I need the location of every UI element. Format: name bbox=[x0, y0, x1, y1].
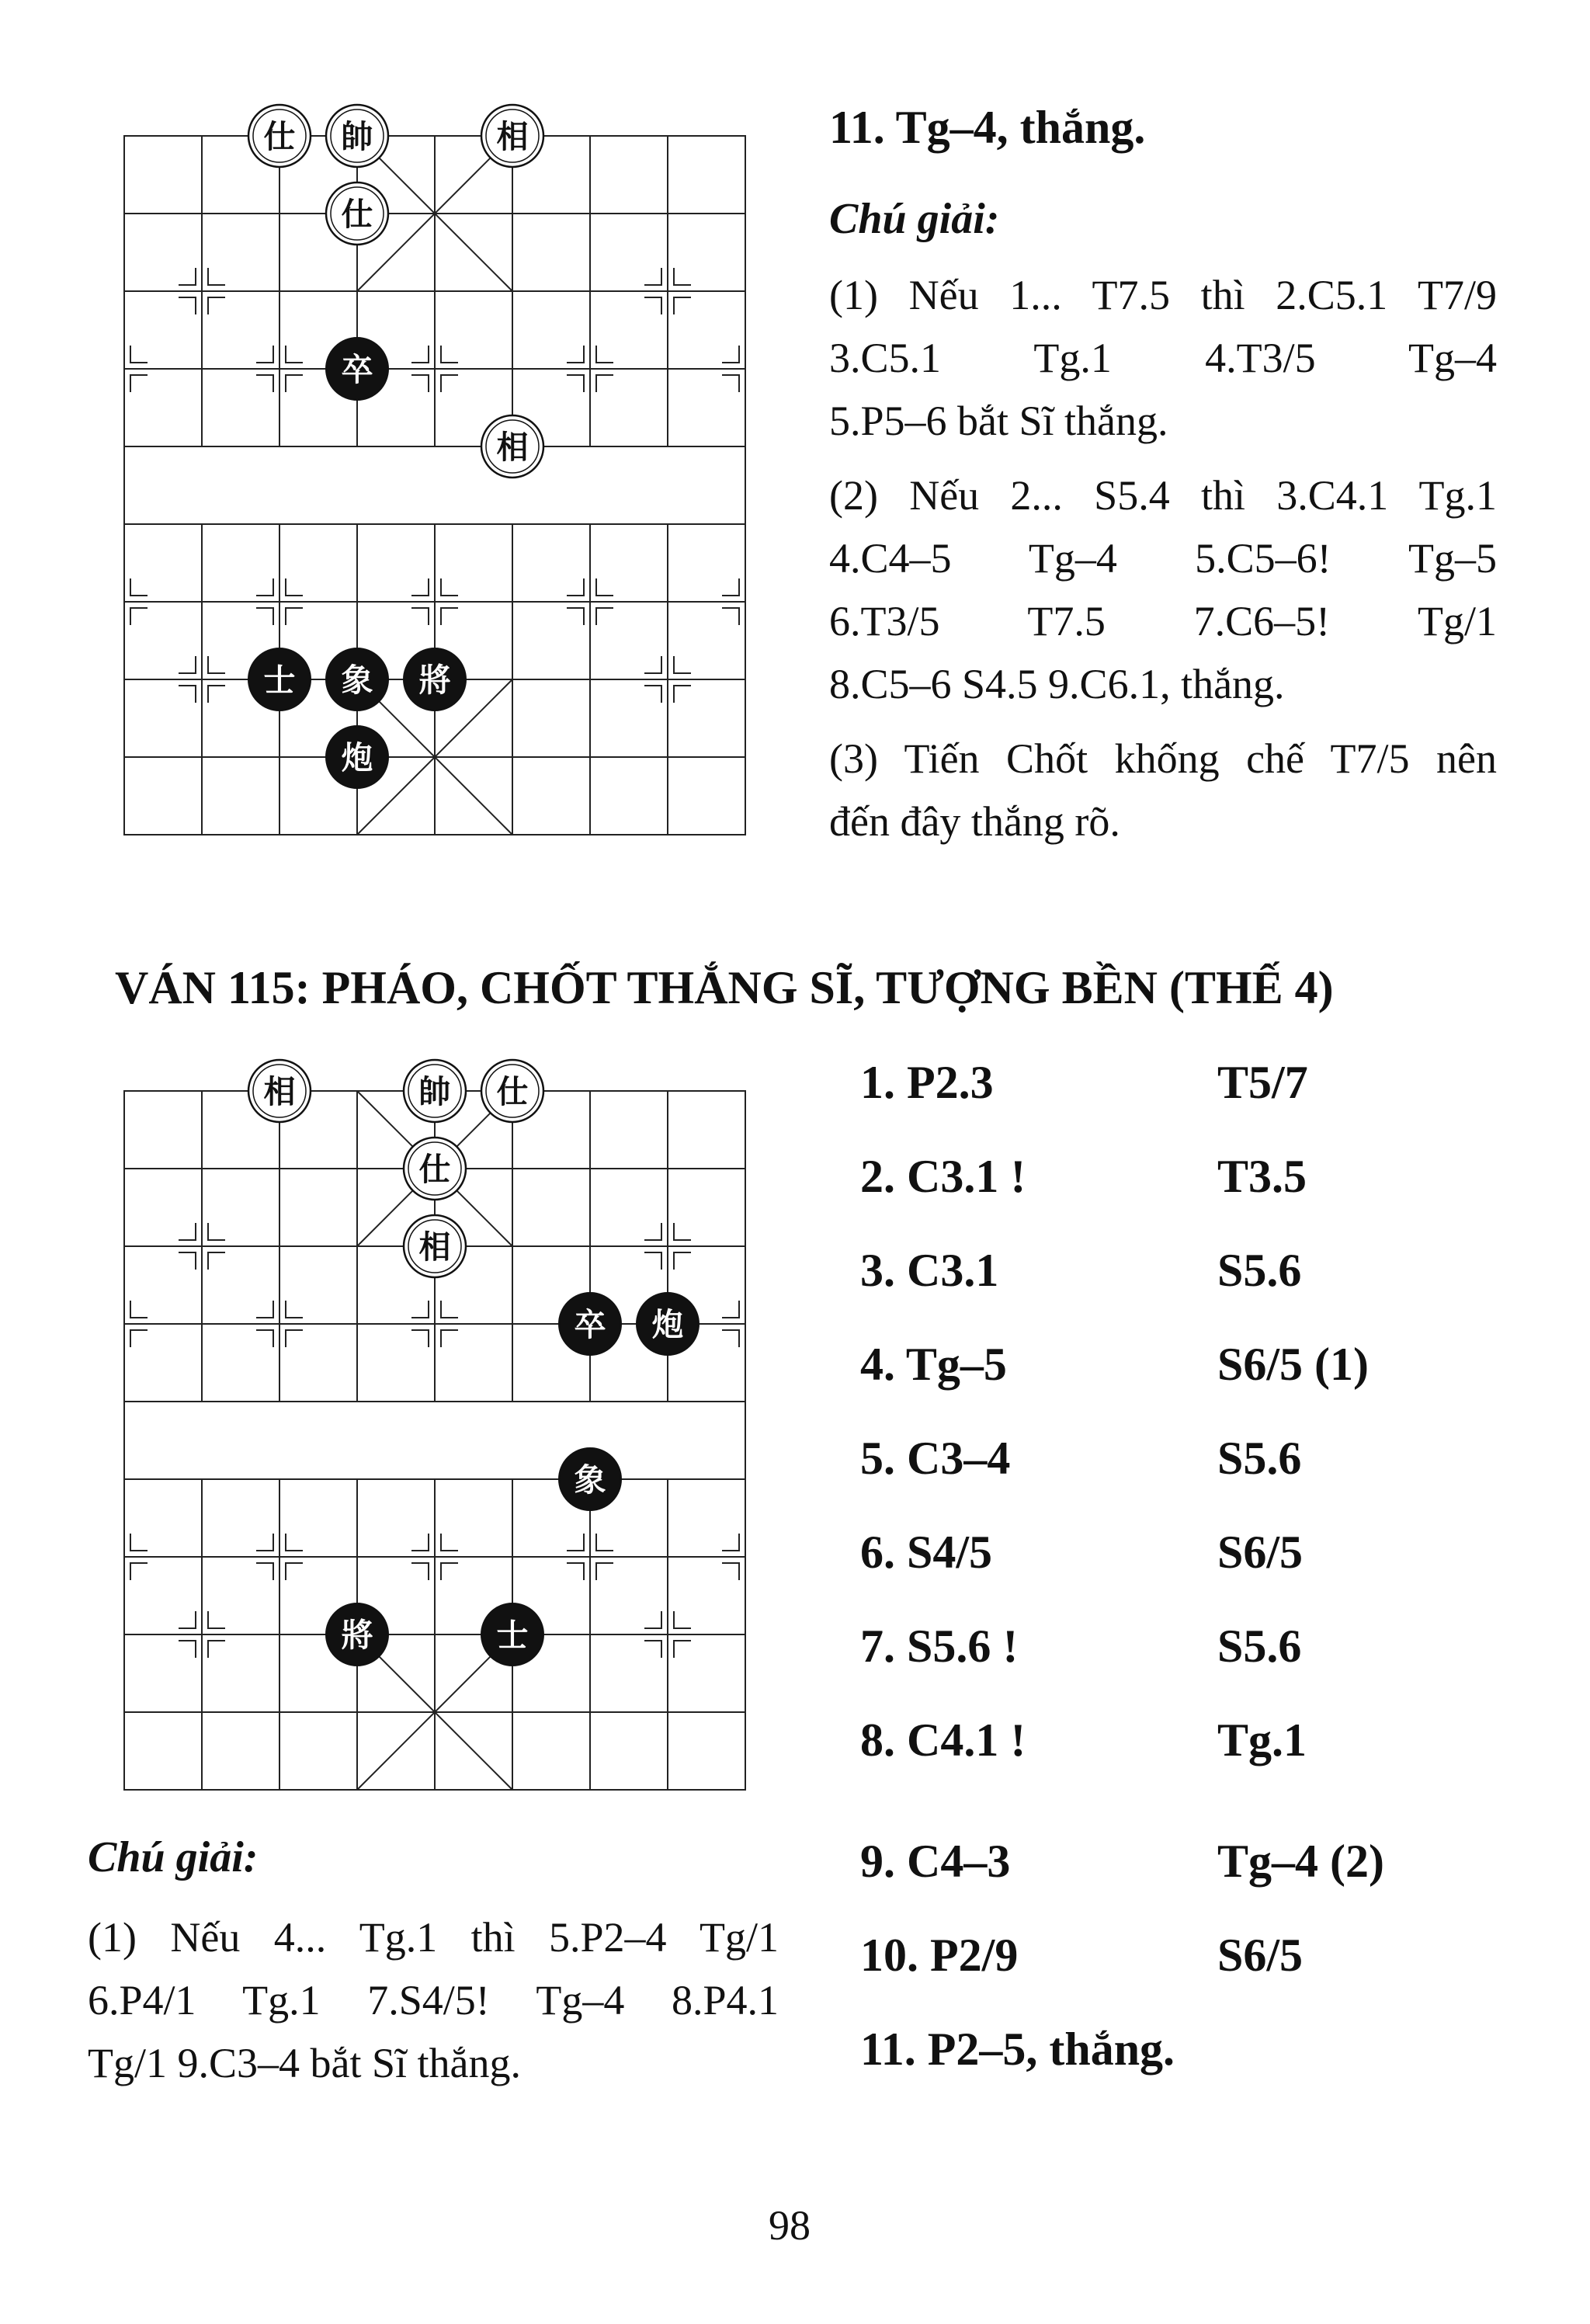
note-2-line-3: 6.T3/5 T7.5 7.C6–5! Tg/1 bbox=[829, 598, 1497, 644]
piece-label: 仕 bbox=[418, 1151, 451, 1188]
move-black: S6/5 (1) bbox=[1217, 1339, 1369, 1390]
final-move-top: 11. Tg–4, thắng. bbox=[829, 102, 1146, 153]
point-marker bbox=[441, 1534, 458, 1551]
point-marker bbox=[567, 375, 584, 392]
black-piece bbox=[481, 1603, 543, 1666]
red-piece bbox=[481, 105, 543, 167]
black-piece bbox=[559, 1293, 621, 1355]
move-black: T5/7 bbox=[1217, 1057, 1308, 1108]
red-piece bbox=[248, 105, 311, 167]
pieces bbox=[248, 1060, 699, 1666]
point-marker bbox=[674, 268, 691, 285]
point-marker bbox=[567, 578, 584, 596]
point-marker bbox=[722, 1563, 739, 1580]
note-2-line-4: 8.C5–6 S4.5 9.C6.1, thắng. bbox=[829, 661, 1285, 707]
move-white: 5. C3–4 bbox=[860, 1433, 1011, 1484]
point-marker bbox=[441, 346, 458, 363]
point-marker bbox=[286, 1330, 303, 1347]
point-marker bbox=[644, 1641, 661, 1658]
piece-label: 相 bbox=[496, 118, 529, 155]
point-marker bbox=[256, 578, 273, 596]
point-marker bbox=[674, 1223, 691, 1240]
point-marker bbox=[208, 1223, 225, 1240]
point-marker bbox=[130, 608, 148, 625]
point-marker bbox=[130, 1330, 148, 1347]
point-marker bbox=[596, 1563, 613, 1580]
point-marker bbox=[722, 1534, 739, 1551]
point-marker bbox=[208, 1611, 225, 1628]
move-white: 2. C3.1 ! bbox=[860, 1151, 1026, 1202]
xiangqi-board-top bbox=[124, 118, 745, 835]
red-piece bbox=[404, 1215, 466, 1277]
move-black: S6/5 bbox=[1217, 1527, 1304, 1578]
piece-label: 炮 bbox=[341, 739, 373, 776]
point-marker bbox=[256, 346, 273, 363]
red-piece bbox=[404, 1060, 466, 1122]
point-marker bbox=[441, 578, 458, 596]
piece-label: 仕 bbox=[263, 118, 296, 155]
piece-label: 卒 bbox=[574, 1306, 606, 1343]
point-marker bbox=[208, 656, 225, 673]
point-marker bbox=[179, 297, 196, 314]
note-1 bbox=[829, 264, 1497, 453]
point-marker bbox=[256, 1534, 273, 1551]
point-marker bbox=[208, 686, 225, 703]
piece-label: 炮 bbox=[651, 1306, 684, 1343]
point-marker bbox=[674, 686, 691, 703]
piece-label: 帥 bbox=[341, 118, 373, 155]
board-bottom-grid bbox=[124, 1073, 745, 1790]
point-marker bbox=[722, 578, 739, 596]
note-1-line-1: (1) Nếu 1... T7.5 thì 2.C5.1 T7/9 bbox=[829, 272, 1497, 318]
black-piece bbox=[248, 648, 311, 710]
move-black: S6/5 bbox=[1217, 1930, 1304, 1981]
point-marker bbox=[208, 268, 225, 285]
notes-heading-top: Chú giải: bbox=[829, 195, 1000, 243]
point-marker bbox=[411, 1534, 429, 1551]
black-piece bbox=[404, 648, 466, 710]
point-marker bbox=[722, 346, 739, 363]
point-marker bbox=[441, 1563, 458, 1580]
piece-label: 仕 bbox=[341, 196, 373, 233]
point-marker bbox=[130, 1534, 148, 1551]
piece-label: 象 bbox=[574, 1461, 606, 1499]
point-marker bbox=[441, 1301, 458, 1318]
point-marker bbox=[567, 1534, 584, 1551]
point-marker bbox=[256, 1563, 273, 1580]
piece-label: 士 bbox=[263, 662, 296, 699]
black-piece bbox=[637, 1293, 699, 1355]
point-marker bbox=[130, 1301, 148, 1318]
red-piece bbox=[404, 1138, 466, 1200]
move-white: 10. P2/9 bbox=[860, 1930, 1019, 1981]
bottom-note bbox=[88, 1906, 779, 2095]
piece-label: 卒 bbox=[341, 351, 373, 388]
piece-label: 仕 bbox=[496, 1073, 529, 1110]
point-marker bbox=[179, 656, 196, 673]
move-white: 6. S4/5 bbox=[860, 1527, 993, 1578]
note-1-line-2: 3.C5.1 Tg.1 4.T3/5 Tg–4 bbox=[829, 335, 1497, 381]
piece-label: 將 bbox=[341, 1617, 373, 1654]
point-marker bbox=[130, 578, 148, 596]
bottom-note-line-3: Tg/1 9.C3–4 bắt Sĩ thắng. bbox=[88, 2040, 521, 2086]
point-marker bbox=[644, 268, 661, 285]
piece-label: 相 bbox=[418, 1228, 451, 1266]
point-marker bbox=[567, 1563, 584, 1580]
point-marker bbox=[441, 608, 458, 625]
point-marker bbox=[674, 656, 691, 673]
point-marker bbox=[286, 1301, 303, 1318]
notes-heading-bottom: Chú giải: bbox=[88, 1833, 259, 1881]
point-marker bbox=[256, 375, 273, 392]
point-marker bbox=[286, 1563, 303, 1580]
note-2-line-1: (2) Nếu 2... S5.4 thì 3.C4.1 Tg.1 bbox=[829, 472, 1497, 519]
black-piece bbox=[326, 338, 388, 400]
move-black: S5.6 bbox=[1217, 1621, 1302, 1672]
point-marker bbox=[722, 375, 739, 392]
point-marker bbox=[179, 686, 196, 703]
bottom-note-line-1: (1) Nếu 4... Tg.1 thì 5.P2–4 Tg/1 bbox=[88, 1914, 779, 1961]
move-white: 1. P2.3 bbox=[860, 1057, 994, 1108]
point-marker bbox=[596, 346, 613, 363]
point-marker bbox=[596, 375, 613, 392]
point-marker bbox=[286, 375, 303, 392]
point-marker bbox=[179, 1641, 196, 1658]
board-top-grid bbox=[124, 118, 745, 835]
black-piece bbox=[326, 1603, 388, 1666]
red-piece bbox=[248, 1060, 311, 1122]
piece-label: 士 bbox=[496, 1617, 529, 1654]
red-piece bbox=[326, 182, 388, 245]
point-marker bbox=[286, 1534, 303, 1551]
point-marker bbox=[256, 608, 273, 625]
red-piece bbox=[481, 1060, 543, 1122]
piece-label: 相 bbox=[263, 1073, 296, 1110]
point-marker bbox=[674, 1252, 691, 1270]
note-1-line-3: 5.P5–6 bắt Sĩ thắng. bbox=[829, 398, 1168, 444]
point-marker bbox=[130, 346, 148, 363]
point-marker bbox=[130, 1563, 148, 1580]
bottom-note-line-2: 6.P4/1 Tg.1 7.S4/5! Tg–4 8.P4.1 bbox=[88, 1977, 779, 2024]
point-marker bbox=[411, 1301, 429, 1318]
point-marker bbox=[256, 1301, 273, 1318]
point-marker bbox=[596, 608, 613, 625]
point-marker bbox=[179, 1611, 196, 1628]
point-marker bbox=[130, 375, 148, 392]
point-marker bbox=[567, 346, 584, 363]
point-marker bbox=[644, 1611, 661, 1628]
black-piece bbox=[326, 726, 388, 788]
point-marker bbox=[722, 608, 739, 625]
point-marker bbox=[411, 375, 429, 392]
point-marker bbox=[411, 1330, 429, 1347]
move-white: 7. S5.6 ! bbox=[860, 1621, 1019, 1672]
note-2-line-2: 4.C4–5 Tg–4 5.C5–6! Tg–5 bbox=[829, 535, 1497, 582]
point-marker bbox=[208, 297, 225, 314]
point-marker bbox=[644, 297, 661, 314]
note-2 bbox=[829, 464, 1497, 716]
point-marker bbox=[596, 578, 613, 596]
point-marker bbox=[644, 686, 661, 703]
note-3 bbox=[829, 728, 1497, 853]
point-marker bbox=[722, 1301, 739, 1318]
point-marker bbox=[674, 1611, 691, 1628]
point-marker bbox=[674, 1641, 691, 1658]
point-marker bbox=[644, 1252, 661, 1270]
note-3-line-2: đến đây thắng rõ. bbox=[829, 798, 1120, 845]
point-marker bbox=[411, 346, 429, 363]
point-marker bbox=[411, 578, 429, 596]
move-white: 3. C3.1 bbox=[860, 1245, 999, 1296]
point-marker bbox=[644, 656, 661, 673]
move-white: 11. P2–5, thắng. bbox=[860, 2024, 1175, 2075]
point-marker bbox=[179, 1223, 196, 1240]
point-marker bbox=[208, 1641, 225, 1658]
point-marker bbox=[179, 1252, 196, 1270]
point-marker bbox=[441, 1330, 458, 1347]
piece-label: 將 bbox=[418, 662, 451, 699]
move-black: Tg–4 (2) bbox=[1217, 1836, 1384, 1887]
move-white: 8. C4.1 ! bbox=[860, 1714, 1026, 1766]
piece-label: 象 bbox=[341, 662, 373, 699]
piece-label: 相 bbox=[496, 429, 529, 466]
point-marker bbox=[411, 1563, 429, 1580]
point-marker bbox=[722, 1330, 739, 1347]
point-marker bbox=[208, 1252, 225, 1270]
black-piece bbox=[559, 1448, 621, 1510]
move-white: 4. Tg–5 bbox=[860, 1339, 1007, 1390]
note-3-line-1: (3) Tiến Chốt khống chế T7/5 nên bbox=[829, 735, 1497, 782]
move-black: Tg.1 bbox=[1217, 1714, 1307, 1766]
red-piece bbox=[481, 415, 543, 478]
point-marker bbox=[644, 1223, 661, 1240]
point-marker bbox=[411, 608, 429, 625]
point-marker bbox=[567, 608, 584, 625]
point-marker bbox=[256, 1330, 273, 1347]
move-black: T3.5 bbox=[1217, 1151, 1307, 1202]
point-marker bbox=[286, 346, 303, 363]
page-number: 98 bbox=[769, 2202, 811, 2249]
xiangqi-board-bottom bbox=[124, 1073, 745, 1790]
move-black: S5.6 bbox=[1217, 1245, 1302, 1296]
grid-lines bbox=[124, 136, 745, 835]
move-black: S5.6 bbox=[1217, 1433, 1302, 1484]
section-title: VÁN 115: PHÁO, CHỐT THẮNG SĨ, TƯỢNG BỀN (THẾ 4) bbox=[115, 962, 1334, 1013]
point-marker bbox=[286, 578, 303, 596]
move-white: 9. C4–3 bbox=[860, 1836, 1011, 1887]
point-marker bbox=[179, 268, 196, 285]
black-piece bbox=[326, 648, 388, 710]
red-piece bbox=[326, 105, 388, 167]
point-marker bbox=[441, 375, 458, 392]
point-marker bbox=[674, 297, 691, 314]
point-marker bbox=[596, 1534, 613, 1551]
point-marker bbox=[286, 608, 303, 625]
piece-label: 帥 bbox=[418, 1073, 451, 1110]
